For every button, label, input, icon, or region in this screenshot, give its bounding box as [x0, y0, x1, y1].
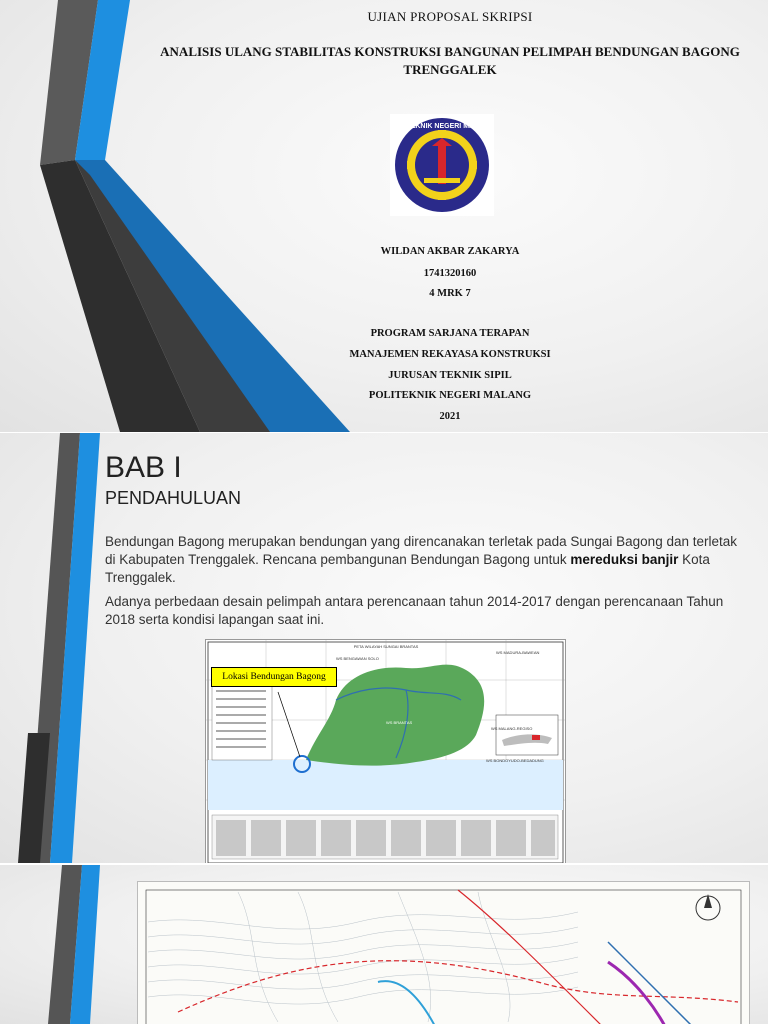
student-class: 4 MRK 7 — [429, 288, 471, 299]
map-label-ws2: WS MADURA-BAWEAN — [496, 650, 540, 655]
dam-location-label: Lokasi Bendungan Bagong — [211, 667, 337, 687]
paragraph-1: Bendungan Bagong merupakan bendungan yang direncanakan terletak pada Sungai Bagong dan terletak di Kabupaten Trenggalek. Rencana pembangunan Bendungan Bagong untuk mereduksi banjir Kota Trenggalek. — [105, 534, 737, 585]
map-label-ws4: WS BONDOYUDO-BEDADUNG — [486, 758, 544, 763]
student-name: WILDAN AKBAR ZAKARYA — [380, 246, 520, 257]
river-basin-map — [205, 639, 566, 863]
site-contour-map — [137, 881, 750, 1024]
exam-title: UJIAN PROPOSAL SKRIPSI — [367, 9, 533, 24]
map-label-ws1: WS BENGAWAN SOLO — [336, 656, 379, 661]
svg-text:POLITEKNIK NEGERI MALANG: POLITEKNIK NEGERI MALANG — [390, 123, 494, 130]
institution: POLITEKNIK NEGERI MALANG — [368, 390, 532, 401]
slide-introduction — [0, 433, 768, 863]
decorative-stripes — [0, 433, 100, 863]
map-label-ws3: WS MALANG-REGISO — [491, 726, 533, 731]
chapter-subheading: PENDAHULUAN — [105, 488, 242, 508]
department: JURUSAN TEKNIK SIPIL — [388, 370, 512, 381]
decorative-stripes — [0, 865, 100, 1024]
thesis-title: ANALISIS ULANG STABILITAS KONSTRUKSI BANGUNAN PELIMPAH BENDUNGAN BAGONG TRENGGALEK — [160, 44, 740, 77]
student-id: 1741320160 — [423, 268, 477, 279]
paragraph-2: Adanya perbedaan desain pelimpah antara perencanaan tahun 2014-2017 dengan perencanaan Tahun 2018 serta kondisi lapangan saat ini. — [105, 594, 724, 627]
slide-title — [0, 0, 768, 432]
program: PROGRAM SARJANA TERAPAN — [370, 328, 530, 339]
map-label-ws5: WS BRANTAS — [386, 720, 413, 725]
study-program: MANAJEMEN REKAYASA KONSTRUKSI — [349, 349, 551, 360]
slide-site-plan — [0, 865, 768, 1024]
year: 2021 — [439, 411, 461, 422]
polinema-logo — [388, 112, 496, 218]
chapter-heading: BAB I — [105, 451, 182, 484]
map-title: PETA WILAYAH SUNGAI BRANTAS — [353, 644, 419, 649]
